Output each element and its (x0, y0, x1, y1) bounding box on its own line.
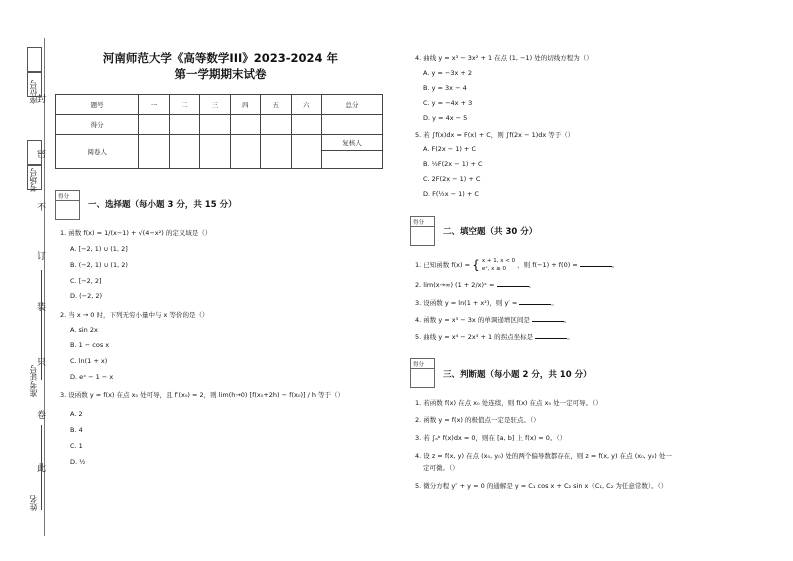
score-header-cell: 总分 (322, 95, 383, 115)
q3-option-b[interactable]: B. 4 (70, 426, 83, 434)
q1-option-d[interactable]: D. (−2, 2) (70, 292, 103, 300)
grade-box-label: 得分 (413, 220, 425, 226)
name-line[interactable] (41, 425, 42, 510)
grader-cell[interactable] (261, 135, 291, 169)
fill-question-5 (415, 332, 574, 341)
seal-char: 封 (37, 95, 47, 105)
judge-question-5: 5. 微分方程 y″ + y = 0 的通解是 y = C₁ cos x + C₂ sin x（C₁, C₂ 为任意常数）。（） (415, 482, 668, 490)
answer-blank[interactable] (535, 338, 567, 339)
grader-cell[interactable] (291, 135, 321, 169)
answer-blank[interactable] (580, 266, 612, 267)
q5-option-d[interactable]: D. F(½x − 1) + C (423, 190, 479, 198)
q3-option-c[interactable]: C. 1 (70, 442, 83, 450)
admission-number-line[interactable] (41, 270, 42, 380)
q5-option-b[interactable]: B. ½F(2x − 1) + C (423, 160, 483, 168)
fill-q3-text: 3. 设函数 y = ln(1 + x²)，则 y′ = (415, 299, 518, 307)
q4-option-b[interactable]: B. y = 3x − 4 (423, 84, 467, 92)
exam-title: 河南师范大学《高等数学III》2023-2024 年 (102, 51, 339, 65)
score-cell[interactable] (139, 115, 169, 135)
grader-cell[interactable] (230, 135, 260, 169)
fill-question-4 (415, 315, 570, 324)
piecewise-brace: { (472, 258, 480, 272)
fill-q4-text: 4. 函数 y = x³ − 3x 的单调递增区间是 (415, 316, 530, 324)
seal-char: 密 (37, 150, 47, 160)
judge-question-3: 3. 若 ∫ₐᵇ f(x)dx = 0，则在 [a, b] 上 f(x) = 0。（） (415, 434, 567, 442)
q3-option-d[interactable]: D. ½ (70, 458, 86, 466)
piecewise-case-1: x + 1, x < 0 (481, 258, 516, 264)
question-3: 3. 设函数 y = f(x) 在点 x₀ 处可导，且 f′(x₀) = 2，则 lim(h→0) [f(x₀+2h) − f(x₀)] / h 等于（） (60, 391, 345, 399)
score-table (55, 94, 383, 169)
seal-char: 装 (37, 303, 47, 313)
seat-number-box[interactable] (27, 47, 42, 73)
q5-option-a[interactable]: A. F(2x − 1) + C (423, 145, 477, 153)
score-header-cell: 二 (169, 95, 199, 115)
grade-box-label: 得分 (58, 194, 70, 200)
section2-grade-box[interactable] (410, 216, 435, 246)
question-4: 4. 曲线 y = x³ − 3x² + 1 在点 (1, −1) 处的切线方程为（） (415, 54, 593, 62)
grader-cell[interactable] (200, 135, 230, 169)
score-cell[interactable] (291, 115, 321, 135)
score-header-cell: 六 (291, 95, 321, 115)
grade-box-label: 得分 (413, 362, 425, 368)
seal-char: 订 (37, 252, 47, 262)
name-label: 姓名 (29, 495, 38, 511)
q1-option-c[interactable]: C. [−2, 2] (70, 277, 102, 285)
exam-subtitle: 第一学期期末试卷 (174, 67, 267, 81)
period: 。 (551, 299, 558, 307)
question-2: 2. 当 x → 0 时，下列无穷小量中与 x 等价的是（） (60, 311, 209, 319)
judge-question-1: 1. 若函数 f(x) 在点 x₀ 处连续，则 f(x) 在点 x₀ 处一定可导。（） (415, 399, 602, 407)
answer-blank[interactable] (532, 321, 564, 322)
fill-question-3 (415, 298, 558, 307)
q1-option-a[interactable]: A. [−2, 1) ∪ (1, 2] (70, 245, 128, 253)
judge-question-4-cont: 定可微。（） (423, 464, 459, 472)
section1-grade-box[interactable] (55, 190, 80, 220)
exam-room-label: 考场号 (29, 168, 38, 192)
fill-q1-suffix: ，则 f(−1) + f(0) = (517, 261, 578, 269)
q5-option-c[interactable]: C. 2F(2x − 1) + C (423, 175, 481, 183)
fill-q1-prefix: 1. 已知函数 f(x) = (415, 261, 471, 269)
piecewise-case-2: eˣ, x ≥ 0 (481, 266, 507, 272)
period: 。 (563, 316, 571, 324)
grader-label: 阅卷人 (56, 135, 139, 169)
section3-heading: 三、判断题（每小题 2 分，共 10 分） (443, 370, 592, 380)
score-header-cell: 四 (230, 95, 260, 115)
score-cell[interactable] (322, 115, 383, 135)
question-1: 1. 函数 f(x) = 1/(x−1) + √(4−x²) 的定义域是（） (60, 229, 212, 237)
seal-char: 此 (37, 464, 47, 474)
exam-room-box[interactable] (27, 140, 42, 166)
section3-grade-box[interactable] (410, 358, 435, 388)
score-header-cell: 题号 (56, 95, 139, 115)
q2-option-a[interactable]: A. sin 2x (70, 326, 98, 334)
q1-option-b[interactable]: B. (−2, 1) ∪ (1, 2) (70, 261, 128, 269)
seat-number-label: 座位号 (29, 80, 38, 104)
q3-option-a[interactable]: A. 2 (70, 410, 83, 418)
section2-heading: 二、填空题（共 30 分） (443, 227, 538, 237)
score-cell[interactable] (169, 115, 199, 135)
fill-question-1 (415, 257, 618, 273)
fill-q5-text: 5. 曲线 y = x⁴ − 2x³ + 1 的拐点坐标是 (415, 333, 534, 341)
fill-q2-text: 2. lim(x→∞) (1 + 2/x)ˣ = (415, 281, 495, 289)
judge-question-2: 2. 函数 y = f(x) 的极值点一定是驻点。（） (415, 416, 540, 424)
score-row-label: 得分 (56, 115, 139, 135)
q4-option-c[interactable]: C. y = −4x + 3 (423, 99, 473, 107)
score-header-cell: 三 (200, 95, 230, 115)
period: 。 (567, 333, 574, 341)
judge-question-4: 4. 设 z = f(x, y) 在点 (x₀, y₀) 处的两个偏导数都存在，则 z = f(x, y) 在点 (x₀, y₀) 处一 (415, 452, 672, 460)
seal-char: 只 (37, 358, 47, 368)
fill-question-2 (415, 280, 535, 289)
answer-blank[interactable] (519, 304, 551, 305)
question-5: 5. 若 ∫f(x)dx = F(x) + C，则 ∫f(2x − 1)dx 等于（） (415, 131, 575, 139)
answer-blank[interactable] (497, 286, 529, 287)
grader-cell[interactable] (169, 135, 199, 169)
score-header-cell: 五 (261, 95, 291, 115)
score-cell[interactable] (261, 115, 291, 135)
q4-option-a[interactable]: A. y = −3x + 2 (423, 69, 473, 77)
seal-char: 不 (37, 203, 47, 213)
period: 。 (611, 261, 619, 269)
reviewer-label: 复核人 (322, 135, 383, 151)
period: 。 (528, 281, 535, 289)
score-header-cell: 一 (139, 95, 169, 115)
q2-option-c[interactable]: C. ln(1 + x) (70, 357, 108, 365)
reviewer-cell[interactable] (322, 151, 383, 169)
q4-option-d[interactable]: D. y = 4x − 5 (423, 114, 468, 122)
q2-option-b[interactable]: B. 1 − cos x (70, 341, 110, 349)
score-cell[interactable] (200, 115, 230, 135)
section1-heading: 一、选择题（每小题 3 分，共 15 分） (88, 200, 237, 210)
score-cell[interactable] (230, 115, 260, 135)
seal-char: 卷 (37, 411, 47, 421)
q2-option-d[interactable]: D. eˣ − 1 − x (70, 373, 114, 381)
admission-number-label: 准考证号 (29, 365, 38, 397)
grader-cell[interactable] (139, 135, 169, 169)
